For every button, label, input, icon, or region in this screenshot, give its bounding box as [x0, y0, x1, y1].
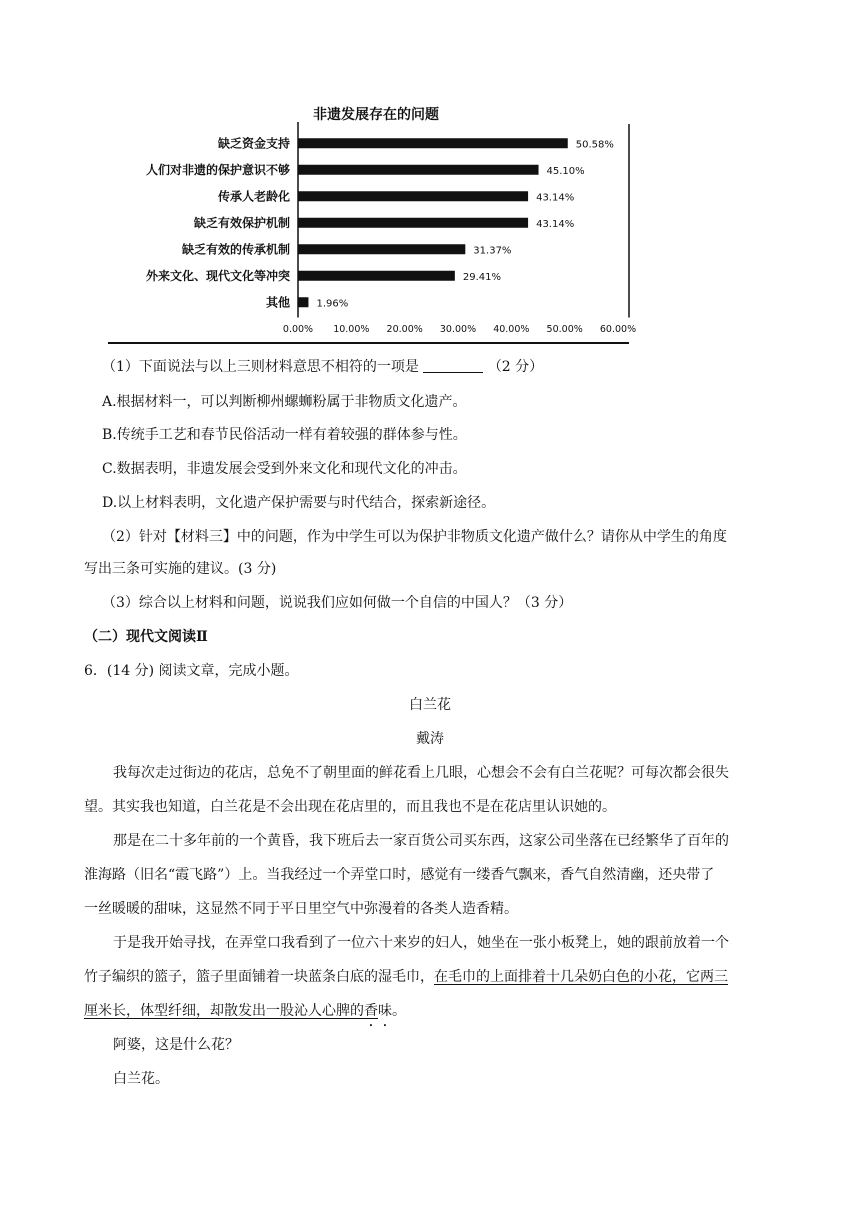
bar [298, 244, 465, 254]
category-label: 缺乏有效保护机制 [193, 215, 290, 230]
paragraph-3-line2 [84, 967, 728, 987]
x-tick-label: 50.00% [546, 324, 583, 335]
category-label: 外来文化、现代文化等冲突 [145, 268, 290, 283]
underlined-sentence-part2: 厘米长，体型纤细，却散发出一股沁人心脾的 [84, 1003, 364, 1019]
option-b: B.传统手工艺和春节民俗活动一样有着较强的群体参与性。 [102, 427, 467, 443]
data-label: 45.10% [546, 165, 585, 177]
underlined-sentence-part1: 在毛巾的上面排着十几朵奶白色的小花，它两三 [434, 969, 728, 985]
x-tick-label: 0.00% [282, 324, 314, 335]
data-label: 1.96% [316, 298, 349, 310]
chart-title: 非遗发展存在的问题 [313, 107, 439, 123]
category-label: 缺乏有效的传承机制 [181, 242, 290, 257]
emphasis-char-2: 味 [378, 1003, 392, 1019]
category-label: 人们对非遗的保护意识不够 [145, 162, 290, 177]
bar-chart [108, 100, 648, 345]
bar [298, 297, 308, 307]
paragraph-3-line1: 于是我开始寻找，在弄堂口我看到了一位六十来岁的妇人，她坐在一张小板凳上，她的跟前放着一个 [113, 935, 729, 951]
data-label: 43.14% [536, 192, 575, 204]
question-1 [102, 357, 543, 377]
emphasis-char-1: 香 [364, 1003, 378, 1019]
category-label: 传承人老龄化 [217, 189, 290, 204]
section-heading: （二）现代文阅读Ⅱ [84, 629, 208, 645]
paragraph-3-line3 [84, 1001, 406, 1021]
question-6: 6．(14 分) 阅读文章，完成小题。 [84, 663, 299, 679]
paragraph-1-line2: 望。其实我也知道，白兰花是不会出现在花店里的，而且我也不是在花店里认识她的。 [84, 799, 616, 815]
category-label: 其他 [265, 295, 290, 310]
data-label: 50.58% [575, 139, 614, 151]
x-tick-label: 30.00% [439, 324, 477, 335]
paragraph-2-line1: 那是在二十多年前的一个黄昏，我下班后去一家百货公司买东西，这家公司坐落在已经繁华了百年的 [113, 833, 729, 849]
bar [298, 165, 539, 175]
option-c: C.数据表明，非遗发展会受到外来文化和现代文化的冲击。 [102, 461, 467, 477]
data-label: 43.14% [536, 218, 575, 230]
question-1-stem: （1）下面说法与以上三则材料意思不相符的一项是 [102, 359, 419, 375]
paragraph-2-line3: 一丝暖暖的甜味，这显然不同于平日里空气中弥漫着的各类人造香精。 [84, 901, 518, 917]
x-tick-label: 20.00% [386, 324, 423, 335]
paragraph-1-line1: 我每次走过街边的花店，总免不了朝里面的鲜花看上几眼，心想会不会有白兰花呢？可每次都会很失 [113, 765, 729, 781]
option-a: A.根据材料一，可以判断柳州螺蛳粉属于非物质文化遗产。 [102, 394, 467, 410]
question-2-line1: （2）针对【材料三】中的问题，作为中学生可以为保护非物质文化遗产做什么？请你从中学生的角度 [102, 529, 727, 545]
category-label: 缺乏资金支持 [217, 136, 290, 151]
data-label: 29.41% [462, 271, 501, 283]
answer-blank[interactable] [423, 358, 483, 373]
data-label: 31.37% [473, 245, 512, 257]
option-d: D.以上材料表明，文化遗产保护需要与时代结合，探索新途径。 [102, 495, 496, 511]
article-title: 白兰花 [409, 697, 451, 713]
bar [298, 218, 528, 228]
question-3: （3）综合以上材料和问题，说说我们应如何做一个自信的中国人？（3 分） [102, 595, 573, 611]
x-tick-label: 40.00% [493, 324, 530, 335]
paragraph-4: 阿婆，这是什么花？ [113, 1037, 239, 1053]
x-tick-label: 10.00% [333, 324, 370, 335]
bar [298, 191, 528, 201]
period: 。 [392, 1003, 406, 1019]
bar [298, 138, 568, 148]
question-2-line2: 写出三条可实施的建议。(3 分) [84, 561, 277, 577]
article-author: 戴涛 [416, 731, 444, 747]
paragraph-2-line2: 淮海路（旧名“霞飞路”）上。当我经过一个弄堂口时，感觉有一缕香气飘来，香气自然清幽，还央带了 [84, 867, 715, 883]
chart-svg [108, 100, 648, 345]
bar [298, 271, 455, 281]
x-tick-label: 60.00% [599, 324, 637, 335]
paragraph-5: 白兰花。 [113, 1071, 169, 1087]
question-1-score: （2 分） [487, 359, 544, 375]
paragraph-3-line2-plain: 竹子编织的篮子，篮子里面铺着一块蓝条白底的湿毛巾， [84, 969, 434, 985]
